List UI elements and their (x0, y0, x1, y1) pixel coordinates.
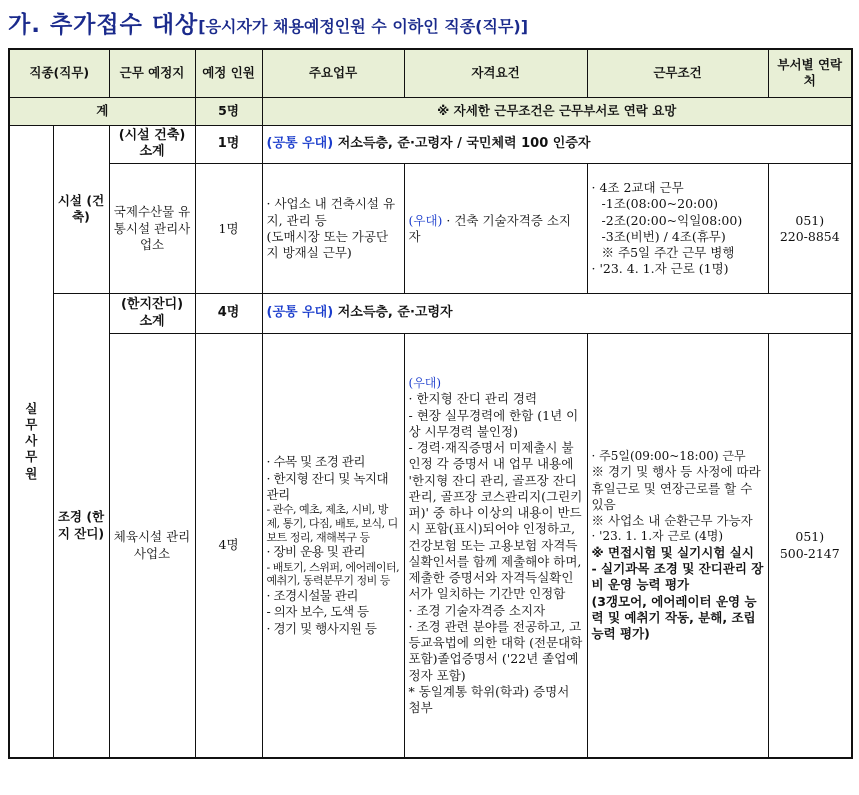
count-landscape: 4명 (195, 334, 262, 758)
subtotal-label-facility: (시설 건축) 소계 (109, 125, 195, 164)
subtotal-row-facility (9, 125, 852, 164)
title-main: 가. 추가접수 대상 (8, 12, 199, 38)
header-conditions: 근무조건 (587, 49, 768, 97)
group-name-landscape: 조경 (한지 잔디) (53, 294, 109, 758)
subtotal-note-landscape: (공통 우대) 저소득층, 준·고령자 (262, 294, 852, 334)
location-landscape: 체육시설 관리사업소 (109, 334, 195, 758)
subtotal-count-landscape: 4명 (195, 294, 262, 334)
total-count: 5명 (195, 97, 262, 125)
subtotal-note-facility (262, 125, 852, 164)
header-job: 직종(직무) (9, 49, 109, 97)
subtotal-count-facility: 1명 (195, 125, 262, 164)
title-sub: [응시자가 채용예정인원 수 이하인 직종(직무)] (198, 17, 529, 36)
header-duties: 주요업무 (262, 49, 404, 97)
subtotal-label-landscape: (한지잔디) 소계 (109, 294, 195, 334)
subtotal-row-landscape (9, 294, 852, 334)
contact-landscape: 051) 500-2147 (768, 334, 852, 758)
section-title (8, 6, 528, 40)
group-name-facility: 시설 (건축) (53, 125, 109, 294)
location-facility: 국제수산물 유통시설 관리사업소 (109, 164, 195, 294)
duties-landscape: · 수목 및 조경 관리 · 한지형 잔디 및 녹지대 관리 - 관수, 예초, 제초, 시비, 방제, 통기, 다짐, 배토, 보식, 디보트 정리, 재해복구 등 · 장비 운용 및 관리 - 배토기, 스위퍼, 에어레이터, 예취기, 동력분무기 정비 등 · 조경시설물 관리 - 의자 보수, 도색 등 · 경기 및 행사지원 등 (262, 334, 404, 758)
total-label: 계 (9, 97, 195, 125)
common-preference-text: 저소득층, 준·고령자 / 국민체력 100 인증자 (337, 135, 591, 151)
conditions-facility: · 4조 2교대 근무 -1조(08:00~20:00) -2조(20:00~익일08:00) -3조(비번) / 4조(휴무) ※ 주5일 주간 근무 병행 · '23. 4. 1.자 근로 (1명) (587, 164, 768, 294)
header-row (9, 49, 852, 97)
header-location: 근무 예정지 (109, 49, 195, 97)
qualifications-facility: (우대) · 건축 기술자격증 소지자 (404, 164, 587, 294)
recruitment-table (8, 48, 853, 759)
data-row-facility (9, 164, 852, 294)
header-qualifications: 자격요건 (404, 49, 587, 97)
category-cell: 실 무 사 무 원 (9, 125, 53, 758)
contact-facility: 051) 220-8854 (768, 164, 852, 294)
common-preference-label: (공통 우대) (266, 135, 334, 151)
qualifications-landscape: (우대) · 한지형 잔디 관리 경력 - 현장 실무경력에 한함 (1년 이상 시무경력 불인정) - 경력·재직증명서 미제출시 불인정 각 증명서 내 업무 내용에 '한지형 잔디 관리, 골프장 잔디 관리, 골프장 코스관리지(그린키퍼)' 중 하나 이상의 내용이 반드시 포함(표시)되어야 인정하고, 건강보험 또는 고용보험 자격득실확인서를 함께 제출해야 하며, 제출한 증명서와 자격득실확인서가 일치하는 기간만 인정함 · 조경 기술자격증 소지자 · 조경 관련 분야를 전공하고, 고등교육법에 의한 대학 (전문대학 포함)졸업증명서 ('22년 졸업예정자 포함) * 동일계통 학위(학과) 증명서 첨부 (404, 334, 587, 758)
total-note: ※ 자세한 근무조건은 근무부서로 연락 요망 (262, 97, 852, 125)
total-row (9, 97, 852, 125)
header-count: 예정 인원 (195, 49, 262, 97)
data-row-landscape (9, 334, 852, 758)
count-facility: 1명 (195, 164, 262, 294)
conditions-landscape: · 주5일(09:00~18:00) 근무 ※ 경기 및 행사 등 사정에 따라 휴일근로 및 연장근로를 할 수 있음 ※ 사업소 내 순환근무 가능자 · '23. 1. 1.자 근로 (4명) ※ 면접시험 및 실기시험 실시 - 실기과목 조경 및 잔디관리 장비 운영 능력 평가 (3갱모어, 에어레이터 운영 능력 및 예취기 작동, 분해, 조립 능력 평가) (587, 334, 768, 758)
header-contact: 부서별 연락처 (768, 49, 852, 97)
duties-facility: · 사업소 내 건축시설 유지, 관리 등 (도매시장 또는 가공단지 방재실 근무) (262, 164, 404, 294)
